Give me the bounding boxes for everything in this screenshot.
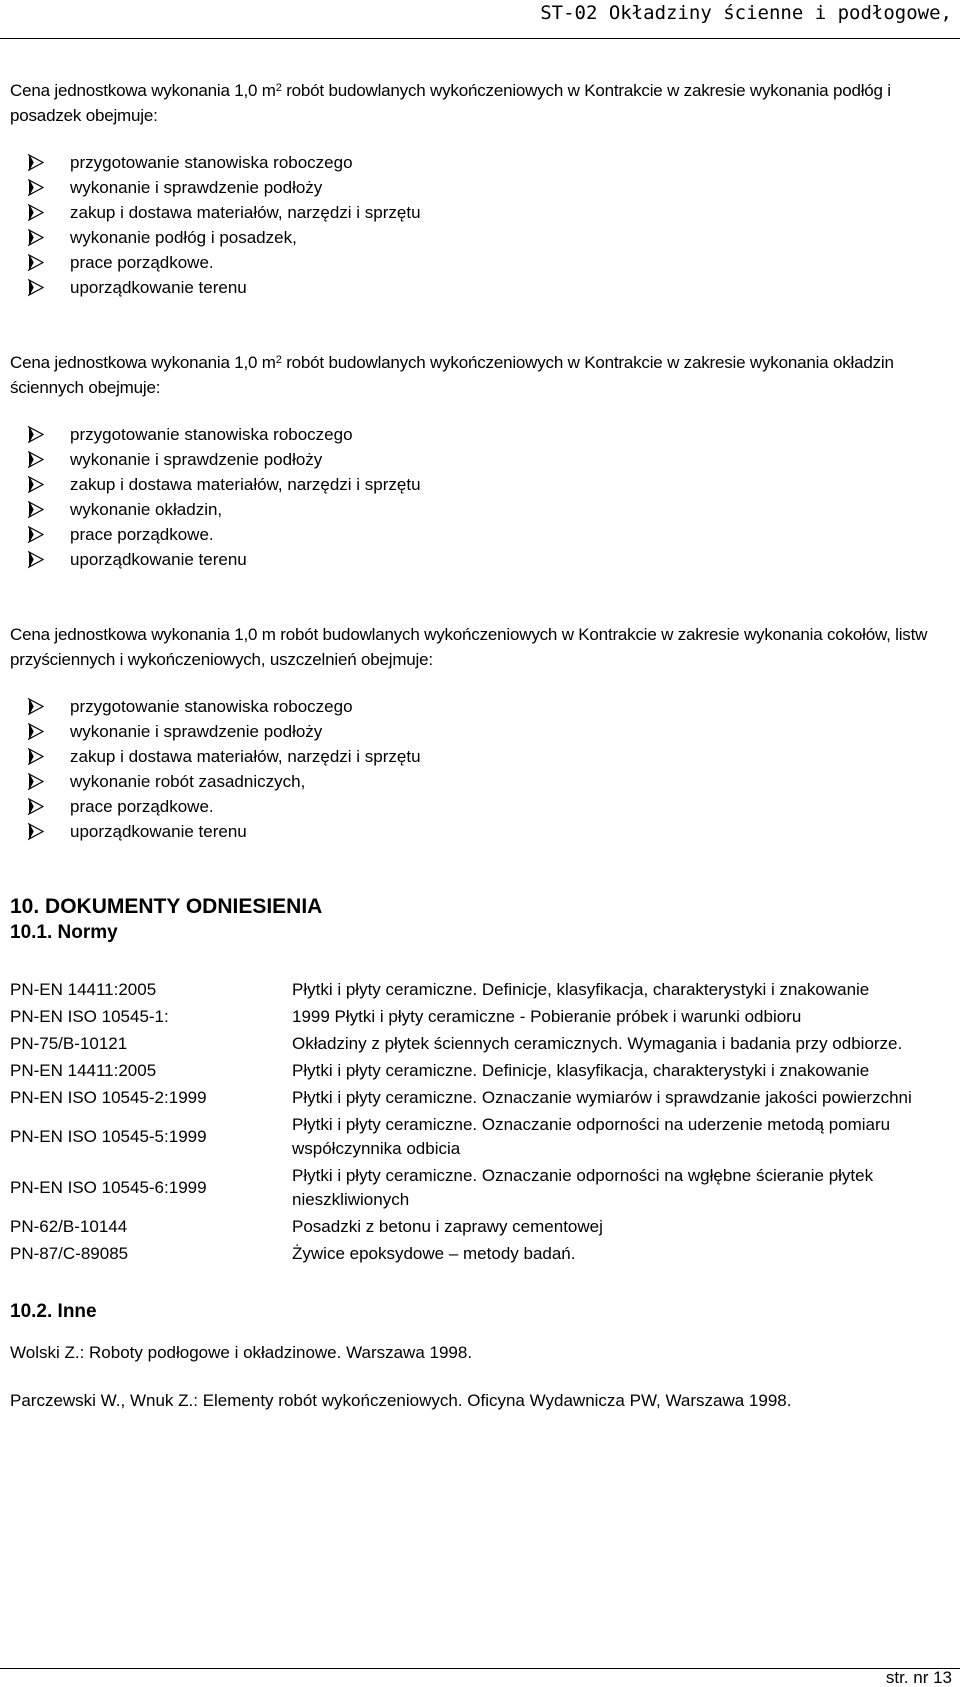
list-item xyxy=(28,769,955,794)
arrow-bullet-icon xyxy=(28,694,44,719)
norm-description: Żywice epoksydowe – metody badań. xyxy=(292,1244,576,1263)
reference-item: Parczewski W., Wnuk Z.: Elementy robót wykończeniowych. Oficyna Wydawnicza PW, Warszawa 1998. xyxy=(10,1391,792,1410)
norm-code: PN-EN 14411:2005 xyxy=(10,1061,157,1080)
arrow-bullet-icon xyxy=(28,175,44,200)
list-item xyxy=(28,250,955,275)
chapter-heading: 10. DOKUMENTY ODNIESIENIA xyxy=(10,895,323,918)
table-row xyxy=(10,1242,952,1269)
list-item-text: przygotowanie stanowiska roboczego xyxy=(70,153,353,172)
list-item-text: wykonanie i sprawdzenie podłoży xyxy=(70,450,323,469)
arrow-bullet-icon xyxy=(28,719,44,744)
arrow-bullet-icon xyxy=(28,769,44,794)
list-item-text: wykonanie i sprawdzenie podłoży xyxy=(70,178,323,197)
bullet-list xyxy=(10,150,955,300)
table-row xyxy=(10,1086,952,1113)
header-rule xyxy=(0,38,960,39)
table-row xyxy=(10,1005,952,1032)
list-item-text: prace porządkowe. xyxy=(70,253,214,272)
norm-description: Płytki i płyty ceramiczne. Oznaczanie odporności na wgłębne ścieranie płytek nieszkliwionych xyxy=(292,1166,874,1209)
reference-item: Wolski Z.: Roboty podłogowe i okładzinowe. Warszawa 1998. xyxy=(10,1343,473,1362)
list-item xyxy=(28,275,955,300)
norm-code: PN-EN ISO 10545-2:1999 xyxy=(10,1088,207,1107)
table-row xyxy=(10,1215,952,1242)
list-item xyxy=(28,175,955,200)
norm-description: Płytki i płyty ceramiczne. Definicje, klasyfikacja, charakterystyki i znakowanie xyxy=(292,1061,870,1080)
section-paragraph: Cena jednostkowa wykonania 1,0 m robót budowlanych wykończeniowych w Kontrakcie w zakresie wykonania cokołów, listw przyściennych i wykończeniowych, uszczelnień obejmuje: xyxy=(10,625,928,669)
list-item-text: przygotowanie stanowiska roboczego xyxy=(70,697,353,716)
page-number: str. nr 13 xyxy=(885,1668,952,1687)
norm-code: PN-75/B-10121 xyxy=(10,1034,128,1053)
norms-table xyxy=(10,978,952,1269)
subheading-norms: 10.1. Normy xyxy=(10,922,118,943)
norm-code: PN-EN ISO 10545-1: xyxy=(10,1007,169,1026)
norm-code: PN-EN 14411:2005 xyxy=(10,980,157,999)
arrow-bullet-icon xyxy=(28,275,44,300)
document-header-title: ST-02 Okładziny ścienne i podłogowe, xyxy=(540,2,952,24)
section-wall-cladding xyxy=(10,350,955,572)
list-item-text: wykonanie okładzin, xyxy=(70,500,223,519)
list-item-text: zakup i dostawa materiałów, narzędzi i sprzętu xyxy=(70,475,421,494)
norm-code: PN-EN ISO 10545-5:1999 xyxy=(10,1127,207,1146)
norm-description: Płytki i płyty ceramiczne. Definicje, klasyfikacja, charakterystyki i znakowanie xyxy=(292,980,870,999)
table-row xyxy=(10,1113,952,1164)
list-item xyxy=(28,719,955,744)
table-row xyxy=(10,978,952,1005)
list-item-text: zakup i dostawa materiałów, narzędzi i sprzętu xyxy=(70,747,421,766)
norm-description: Płytki i płyty ceramiczne. Oznaczanie odporności na uderzenie metodą pomiaru współczynnika odbicia xyxy=(292,1115,891,1158)
list-item-text: przygotowanie stanowiska roboczego xyxy=(70,425,353,444)
arrow-bullet-icon xyxy=(28,744,44,769)
norm-description: Posadzki z betonu i zaprawy cementowej xyxy=(292,1217,603,1236)
arrow-bullet-icon xyxy=(28,819,44,844)
list-item-text: uporządkowanie terenu xyxy=(70,278,247,297)
list-item xyxy=(28,694,955,719)
table-row xyxy=(10,1032,952,1059)
section-floors xyxy=(10,78,955,300)
arrow-bullet-icon xyxy=(28,422,44,447)
arrow-bullet-icon xyxy=(28,200,44,225)
bullet-list xyxy=(10,422,955,572)
arrow-bullet-icon xyxy=(28,225,44,250)
page-content xyxy=(10,78,955,1413)
norm-description: Okładziny z płytek ściennych ceramicznych. Wymagania i badania przy odbiorze. xyxy=(292,1034,903,1053)
list-item-text: uporządkowanie terenu xyxy=(70,550,247,569)
list-item-text: uporządkowanie terenu xyxy=(70,822,247,841)
list-item xyxy=(28,794,955,819)
arrow-bullet-icon xyxy=(28,497,44,522)
arrow-bullet-icon xyxy=(28,794,44,819)
list-item xyxy=(28,472,955,497)
list-item-text: wykonanie i sprawdzenie podłoży xyxy=(70,722,323,741)
norm-description: Płytki i płyty ceramiczne. Oznaczanie wymiarów i sprawdzanie jakości powierzchni xyxy=(292,1088,912,1107)
norm-code: PN-87/C-89085 xyxy=(10,1244,129,1263)
table-row xyxy=(10,1164,952,1215)
list-item-text: zakup i dostawa materiałów, narzędzi i sprzętu xyxy=(70,203,421,222)
section-paragraph: Cena jednostkowa wykonania 1,0 $m^2$ robót budowlanych wykończeniowych w Kontrakcie w zakresie wykonania podłóg i posadzek obejmuje: xyxy=(10,81,891,125)
arrow-bullet-icon xyxy=(28,250,44,275)
list-item xyxy=(28,422,955,447)
table-row xyxy=(10,1059,952,1086)
list-item xyxy=(28,200,955,225)
list-item-text: prace porządkowe. xyxy=(70,797,214,816)
norm-code: PN-EN ISO 10545-6:1999 xyxy=(10,1178,207,1197)
arrow-bullet-icon xyxy=(28,522,44,547)
list-item xyxy=(28,819,955,844)
list-item xyxy=(28,497,955,522)
section-skirting xyxy=(10,622,955,844)
list-item xyxy=(28,744,955,769)
subheading-other: 10.2. Inne xyxy=(10,1301,97,1322)
norm-description: 1999 Płytki i płyty ceramiczne - Pobieranie próbek i warunki odbioru xyxy=(292,1007,802,1026)
arrow-bullet-icon xyxy=(28,547,44,572)
arrow-bullet-icon xyxy=(28,447,44,472)
section-paragraph: Cena jednostkowa wykonania 1,0 $m^2$ robót budowlanych wykończeniowych w Kontrakcie w zakresie wykonania okładzin ściennych obejmuje: xyxy=(10,353,894,397)
list-item-text: prace porządkowe. xyxy=(70,525,214,544)
list-item xyxy=(28,150,955,175)
footer-rule xyxy=(0,1668,960,1669)
list-item-text: wykonanie robót zasadniczych, xyxy=(70,772,306,791)
list-item xyxy=(28,225,955,250)
list-item xyxy=(28,522,955,547)
arrow-bullet-icon xyxy=(28,150,44,175)
list-item xyxy=(28,547,955,572)
bullet-list xyxy=(10,694,955,844)
arrow-bullet-icon xyxy=(28,472,44,497)
norm-code: PN-62/B-10144 xyxy=(10,1217,128,1236)
list-item xyxy=(28,447,955,472)
list-item-text: wykonanie podłóg i posadzek, xyxy=(70,228,297,247)
